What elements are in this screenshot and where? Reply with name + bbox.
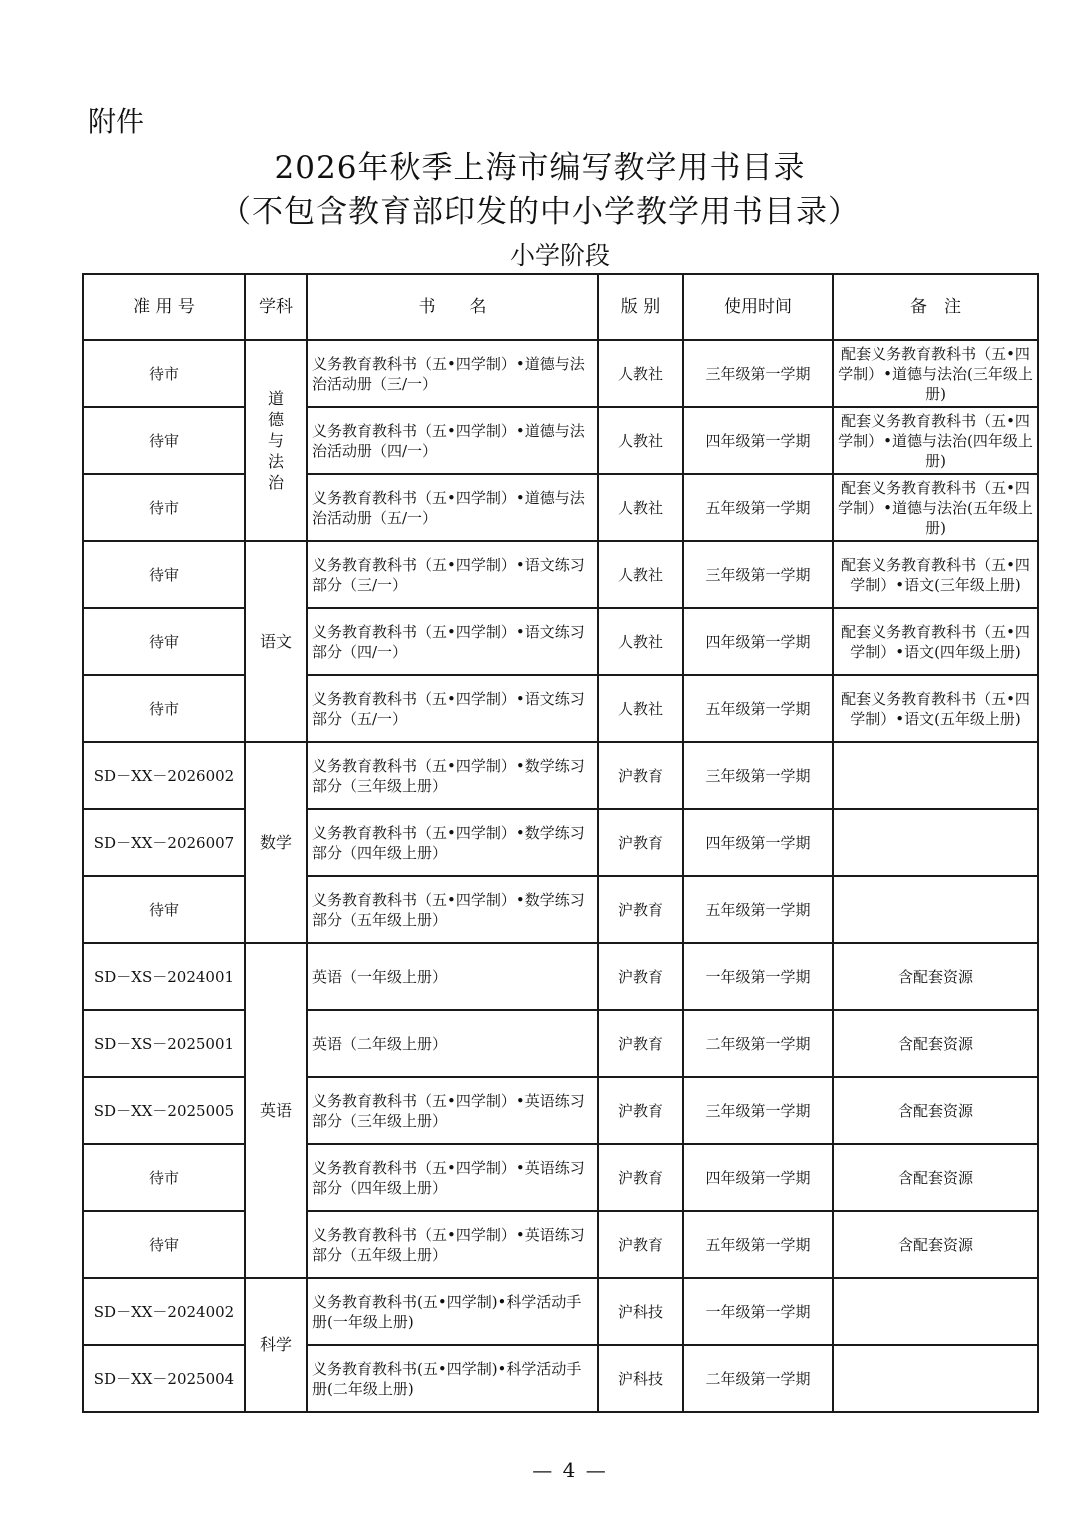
- row-code: SD－XS－2025001: [83, 1010, 245, 1077]
- row-remarks: [833, 1345, 1038, 1412]
- table-row: [83, 1345, 1038, 1412]
- row-code: 待审: [83, 876, 245, 943]
- document-title: 2026年秋季上海市编写教学用书目录: [274, 150, 806, 186]
- row-usage-time: 四年级第一学期: [683, 809, 833, 876]
- row-publisher: 沪教育: [598, 943, 683, 1010]
- row-usage-time: 五年级第一学期: [683, 876, 833, 943]
- row-remarks: 配套义务教育教科书（五•四学制）•道德与法治(五年级上册): [833, 474, 1038, 541]
- subject-cell-math: 数学: [245, 742, 307, 943]
- row-remarks: 含配套资源: [833, 1211, 1038, 1278]
- row-publisher: 人教社: [598, 474, 683, 541]
- row-code: 待市: [83, 675, 245, 742]
- row-remarks: 配套义务教育教科书（五•四学制）•道德与法治(三年级上册): [833, 340, 1038, 407]
- table-row: [83, 1211, 1038, 1278]
- document-subtitle: （不包含教育部印发的中小学教学用书目录）: [220, 194, 860, 230]
- row-code: SD－XS－2024001: [83, 943, 245, 1010]
- row-remarks: 配套义务教育教科书（五•四学制）•道德与法治(四年级上册): [833, 407, 1038, 474]
- row-publisher: 沪教育: [598, 1077, 683, 1144]
- row-book-title: 义务教育教科书（五•四学制）•数学练习部分（五年级上册）: [307, 876, 598, 943]
- row-publisher: 沪教育: [598, 809, 683, 876]
- header-remarks: 备 注: [833, 274, 1038, 340]
- row-publisher: 人教社: [598, 340, 683, 407]
- subject-cell-science: 科学: [245, 1278, 307, 1412]
- table-row: [83, 675, 1038, 742]
- header-usage-time: 使用时间: [683, 274, 833, 340]
- row-remarks: [833, 742, 1038, 809]
- row-usage-time: 四年级第一学期: [683, 1144, 833, 1211]
- row-book-title: 义务教育教科书（五•四学制）•道德与法治活动册（五/一）: [307, 474, 598, 541]
- row-code: 待审: [83, 407, 245, 474]
- row-publisher: 沪教育: [598, 742, 683, 809]
- table-row: [83, 1010, 1038, 1077]
- row-code: SD－XX－2025004: [83, 1345, 245, 1412]
- row-book-title: 义务教育教科书（五•四学制）•英语练习部分（四年级上册）: [307, 1144, 598, 1211]
- row-publisher: 沪教育: [598, 1144, 683, 1211]
- row-usage-time: 四年级第一学期: [683, 608, 833, 675]
- row-publisher: 人教社: [598, 608, 683, 675]
- row-code: 待市: [83, 1144, 245, 1211]
- subject-label: 道德与法治: [267, 389, 284, 492]
- row-publisher: 沪科技: [598, 1345, 683, 1412]
- header-publisher: 版 别: [598, 274, 683, 340]
- row-usage-time: 三年级第一学期: [683, 1077, 833, 1144]
- row-publisher: 人教社: [598, 407, 683, 474]
- table-row: [83, 340, 1038, 407]
- row-remarks: [833, 876, 1038, 943]
- row-book-title: 英语（二年级上册）: [307, 1010, 598, 1077]
- header-book-title: 书 名: [307, 274, 598, 340]
- table-header-row: [83, 274, 1038, 340]
- row-usage-time: 四年级第一学期: [683, 407, 833, 474]
- table-row: [83, 474, 1038, 541]
- row-book-title: 义务教育教科书（五•四学制）•英语练习部分（五年级上册）: [307, 1211, 598, 1278]
- page-number: — 4 —: [532, 1458, 608, 1482]
- row-usage-time: 五年级第一学期: [683, 675, 833, 742]
- row-remarks: 配套义务教育教科书（五•四学制）•语文(五年级上册): [833, 675, 1038, 742]
- table-row: [83, 407, 1038, 474]
- row-code: 待审: [83, 541, 245, 608]
- row-code: SD－XX－2026002: [83, 742, 245, 809]
- table-row: [83, 541, 1038, 608]
- row-remarks: 含配套资源: [833, 1010, 1038, 1077]
- subject-cell-english: 英语: [245, 943, 307, 1278]
- table-row: [83, 1077, 1038, 1144]
- row-remarks: [833, 809, 1038, 876]
- row-code: 待市: [83, 474, 245, 541]
- row-usage-time: 五年级第一学期: [683, 474, 833, 541]
- textbook-catalog-table: [82, 273, 1039, 1413]
- table-row: [83, 742, 1038, 809]
- row-book-title: 义务教育教科书(五•四学制)•科学活动手册(二年级上册): [307, 1345, 598, 1412]
- header-code: 准 用 号: [83, 274, 245, 340]
- row-code: 待审: [83, 608, 245, 675]
- row-code: SD－XX－2025005: [83, 1077, 245, 1144]
- row-usage-time: 五年级第一学期: [683, 1211, 833, 1278]
- row-remarks: [833, 1278, 1038, 1345]
- table-row: [83, 608, 1038, 675]
- row-publisher: 沪教育: [598, 876, 683, 943]
- table-row: [83, 1278, 1038, 1345]
- row-book-title: 义务教育教科书（五•四学制）•语文练习部分（五/一）: [307, 675, 598, 742]
- row-publisher: 沪科技: [598, 1278, 683, 1345]
- header-subject: 学科: [245, 274, 307, 340]
- table-row: [83, 1144, 1038, 1211]
- row-usage-time: 一年级第一学期: [683, 1278, 833, 1345]
- table-row: [83, 876, 1038, 943]
- subject-cell-chinese: 语文: [245, 541, 307, 742]
- row-book-title: 义务教育教科书（五•四学制）•道德与法治活动册（四/一）: [307, 407, 598, 474]
- row-code: 待审: [83, 1211, 245, 1278]
- row-usage-time: 二年级第一学期: [683, 1345, 833, 1412]
- row-remarks: 配套义务教育教科书（五•四学制）•语文(四年级上册): [833, 608, 1038, 675]
- row-usage-time: 三年级第一学期: [683, 742, 833, 809]
- row-usage-time: 三年级第一学期: [683, 340, 833, 407]
- row-usage-time: 三年级第一学期: [683, 541, 833, 608]
- subject-cell-moral: [245, 340, 307, 541]
- row-book-title: 义务教育教科书（五•四学制）•道德与法治活动册（三/一）: [307, 340, 598, 407]
- row-publisher: 沪教育: [598, 1211, 683, 1278]
- row-book-title: 义务教育教科书（五•四学制）•数学练习部分（四年级上册）: [307, 809, 598, 876]
- row-remarks: 含配套资源: [833, 1144, 1038, 1211]
- row-book-title: 义务教育教科书（五•四学制）•语文练习部分（四/一）: [307, 608, 598, 675]
- row-book-title: 义务教育教科书（五•四学制）•数学练习部分（三年级上册）: [307, 742, 598, 809]
- row-code: SD－XX－2026007: [83, 809, 245, 876]
- row-publisher: 人教社: [598, 675, 683, 742]
- row-usage-time: 二年级第一学期: [683, 1010, 833, 1077]
- row-remarks: 含配套资源: [833, 1077, 1038, 1144]
- row-publisher: 人教社: [598, 541, 683, 608]
- row-book-title: 英语（一年级上册）: [307, 943, 598, 1010]
- row-remarks: 配套义务教育教科书（五•四学制）•语文(三年级上册): [833, 541, 1038, 608]
- row-book-title: 义务教育教科书（五•四学制）•语文练习部分（三/一）: [307, 541, 598, 608]
- row-book-title: 义务教育教科书（五•四学制）•英语练习部分（三年级上册）: [307, 1077, 598, 1144]
- table-row: [83, 943, 1038, 1010]
- row-code: SD－XX－2024002: [83, 1278, 245, 1345]
- stage-heading: 小学阶段: [509, 241, 610, 270]
- row-code: 待市: [83, 340, 245, 407]
- table-row: [83, 809, 1038, 876]
- row-book-title: 义务教育教科书(五•四学制)•科学活动手册(一年级上册): [307, 1278, 598, 1345]
- row-remarks: 含配套资源: [833, 943, 1038, 1010]
- row-usage-time: 一年级第一学期: [683, 943, 833, 1010]
- row-publisher: 沪教育: [598, 1010, 683, 1077]
- attachment-label: 附件: [88, 105, 145, 138]
